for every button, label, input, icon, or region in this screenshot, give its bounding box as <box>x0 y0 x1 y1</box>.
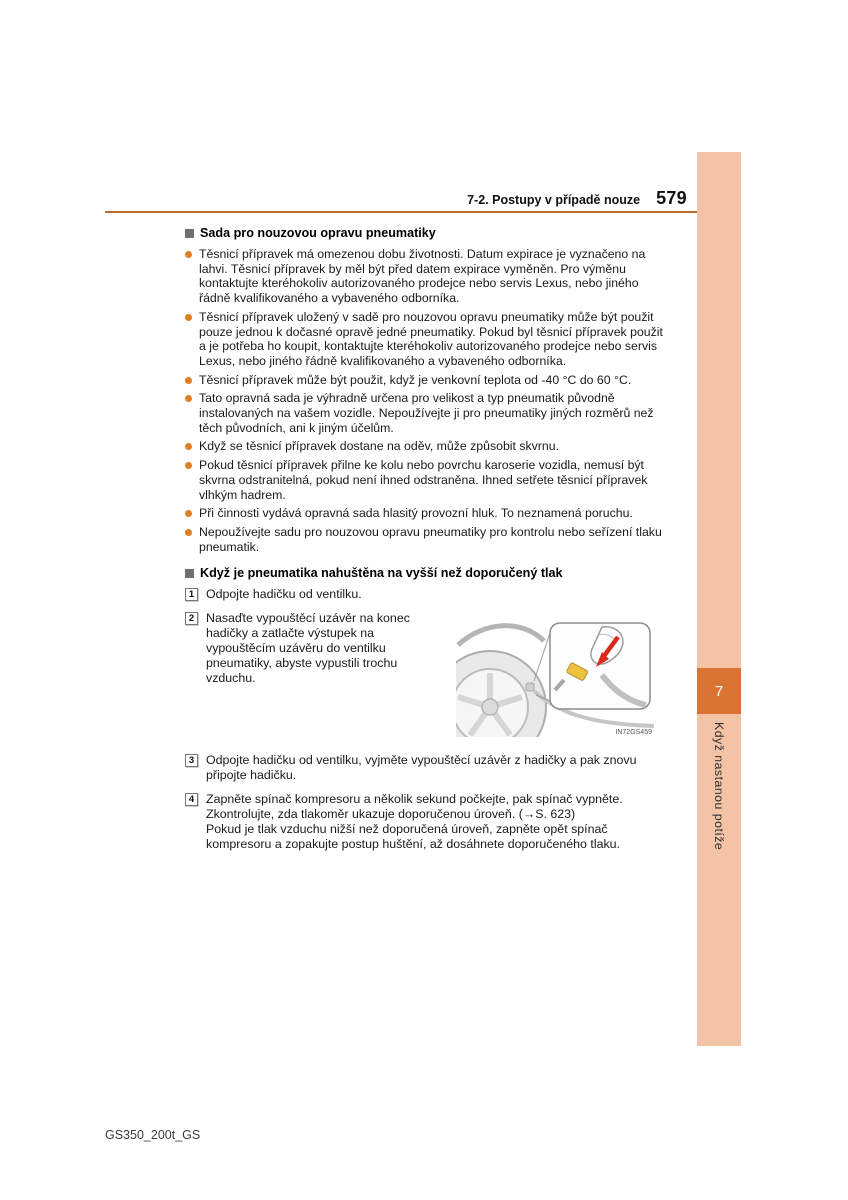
section-heading <box>185 226 663 240</box>
chapter-title-wrap <box>697 722 741 850</box>
chapter-number-tab <box>697 668 741 714</box>
step-item <box>185 587 663 602</box>
step-item <box>185 753 663 783</box>
step-item <box>185 611 663 737</box>
list-item <box>185 373 663 388</box>
step-number-badge: 4 <box>185 793 198 806</box>
list-item <box>185 439 663 454</box>
step-number-badge: 3 <box>185 754 198 767</box>
figure-code: IN72GS459 <box>615 729 652 737</box>
bullet-icon <box>185 377 192 384</box>
list-item <box>185 391 663 435</box>
step-text: Nasaďte vypouštěcí uzávěr na konec hadičky a zatlačte výstupek na vypouštěcím uzávěru do ventilku pneumatiky, abyste vypustili trochu vzduchu. <box>206 611 410 686</box>
bullet-text: Tato opravná sada je výhradně určena pro velikost a typ pneumatik původně instalovaných na vašem vozidle. Nepoužívejte ji pro pneumatiky jiných rozměrů než těch původních, ani k jiným účelům. <box>199 391 654 435</box>
step-text-continued: Pokud je tlak vzduchu nižší než doporučená úroveň, zapněte opět spínač kompresoru a zopakujte postup huštění, až dosáhnete doporučeného tlaku. <box>206 822 620 852</box>
list-item <box>185 458 663 502</box>
step-text: Odpojte hadičku od ventilku. <box>206 587 362 602</box>
bullet-text: Těsnicí přípravek může být použit, když je venkovní teplota od -40 °C do 60 °C. <box>199 372 632 387</box>
bullet-text: Pokud těsnicí přípravek přilne ke kolu nebo povrchu karoserie vozidla, nemusí být skvrna odstranitelná, pokud není ihned odstraněna. Ihned setřete těsnicí přípravek vlhkým hadrem. <box>199 458 648 502</box>
bullet-icon <box>185 510 192 517</box>
bullet-text: Při činnosti vydává opravná sada hlasitý provozní hluk. To neznamená poruchu. <box>199 506 633 521</box>
footer-document-code: GS350_200t_GS <box>105 1128 201 1142</box>
main-content <box>185 226 663 861</box>
step-text: Zapněte spínač kompresoru a několik sekund počkejte, pak spínač vypněte. Zkontrolujte, zda tlakoměr ukazuje doporučenou úroveň. (→S. 623) <box>206 792 623 822</box>
step-number-badge: 1 <box>185 588 198 601</box>
header-rule <box>105 211 741 213</box>
section-title: Když je pneumatika nahuštěna na vyšší než doporučený tlak <box>200 566 563 581</box>
bullet-text: Nepoužívejte sadu pro nouzovou opravu pneumatiky pro kontrolu nebo seřízení tlaku pneumatik. <box>199 524 662 554</box>
step-text: Odpojte hadičku od ventilku, vyjměte vypouštěcí uzávěr z hadičky a pak znovu připojte hadičku. <box>206 753 637 783</box>
bullet-icon <box>185 443 192 450</box>
bullet-text: Těsnicí přípravek má omezenou dobu životnosti. Datum expirace je vyznačeno na lahvi. Těsnicí přípravek by měl být před datem expirace vyměněn. Pro výměnu kontaktujte kteréhokoliv autorizovaného prodejce nebo servis Lexus, nebo jiného řádně kvalifikovaného a vybaveného odborníka. <box>199 247 646 306</box>
bullet-text: Když se těsnicí přípravek dostane na oděv, může způsobit skvrnu. <box>199 439 559 454</box>
step-item <box>185 792 663 852</box>
header-section-label: 7-2. Postupy v případě nouze <box>467 193 641 207</box>
chapter-number: 7 <box>714 682 724 700</box>
step-list <box>185 587 663 852</box>
step2-illustration <box>456 611 656 737</box>
bullet-icon <box>185 314 192 321</box>
section-title: Sada pro nouzovou opravu pneumatiky <box>200 226 436 240</box>
bullet-icon <box>185 462 192 469</box>
step-number-badge: 2 <box>185 612 198 625</box>
chapter-title: Když nastanou potíže <box>712 722 726 851</box>
bullet-list <box>185 247 663 554</box>
bullet-icon <box>185 395 192 402</box>
tire-valve-figure <box>456 611 656 737</box>
list-item <box>185 247 663 306</box>
list-item <box>185 525 663 554</box>
section-square-icon <box>185 229 194 238</box>
page-header <box>105 188 687 209</box>
section-square-icon <box>185 569 194 578</box>
section-heading <box>185 566 663 580</box>
bullet-text: Těsnicí přípravek uložený v sadě pro nouzovou opravu pneumatiky může být použit pouze jednou k dočasné opravě jedné pneumatiky. Pokud byl těsnicí přípravek použit a je potřeba ho koupit, kontaktujte kteréhokoliv autorizovaného prodejce nebo servis Lexus, nebo jiného řádně kvalifikovaného a vybaveného odborníka. <box>199 309 663 368</box>
bullet-icon <box>185 251 192 258</box>
page-number: 579 <box>656 188 687 208</box>
fender-line <box>458 626 544 645</box>
list-item <box>185 506 663 521</box>
list-item <box>185 310 663 369</box>
bullet-icon <box>185 529 192 536</box>
chapter-sidebar-strip <box>697 152 741 1046</box>
